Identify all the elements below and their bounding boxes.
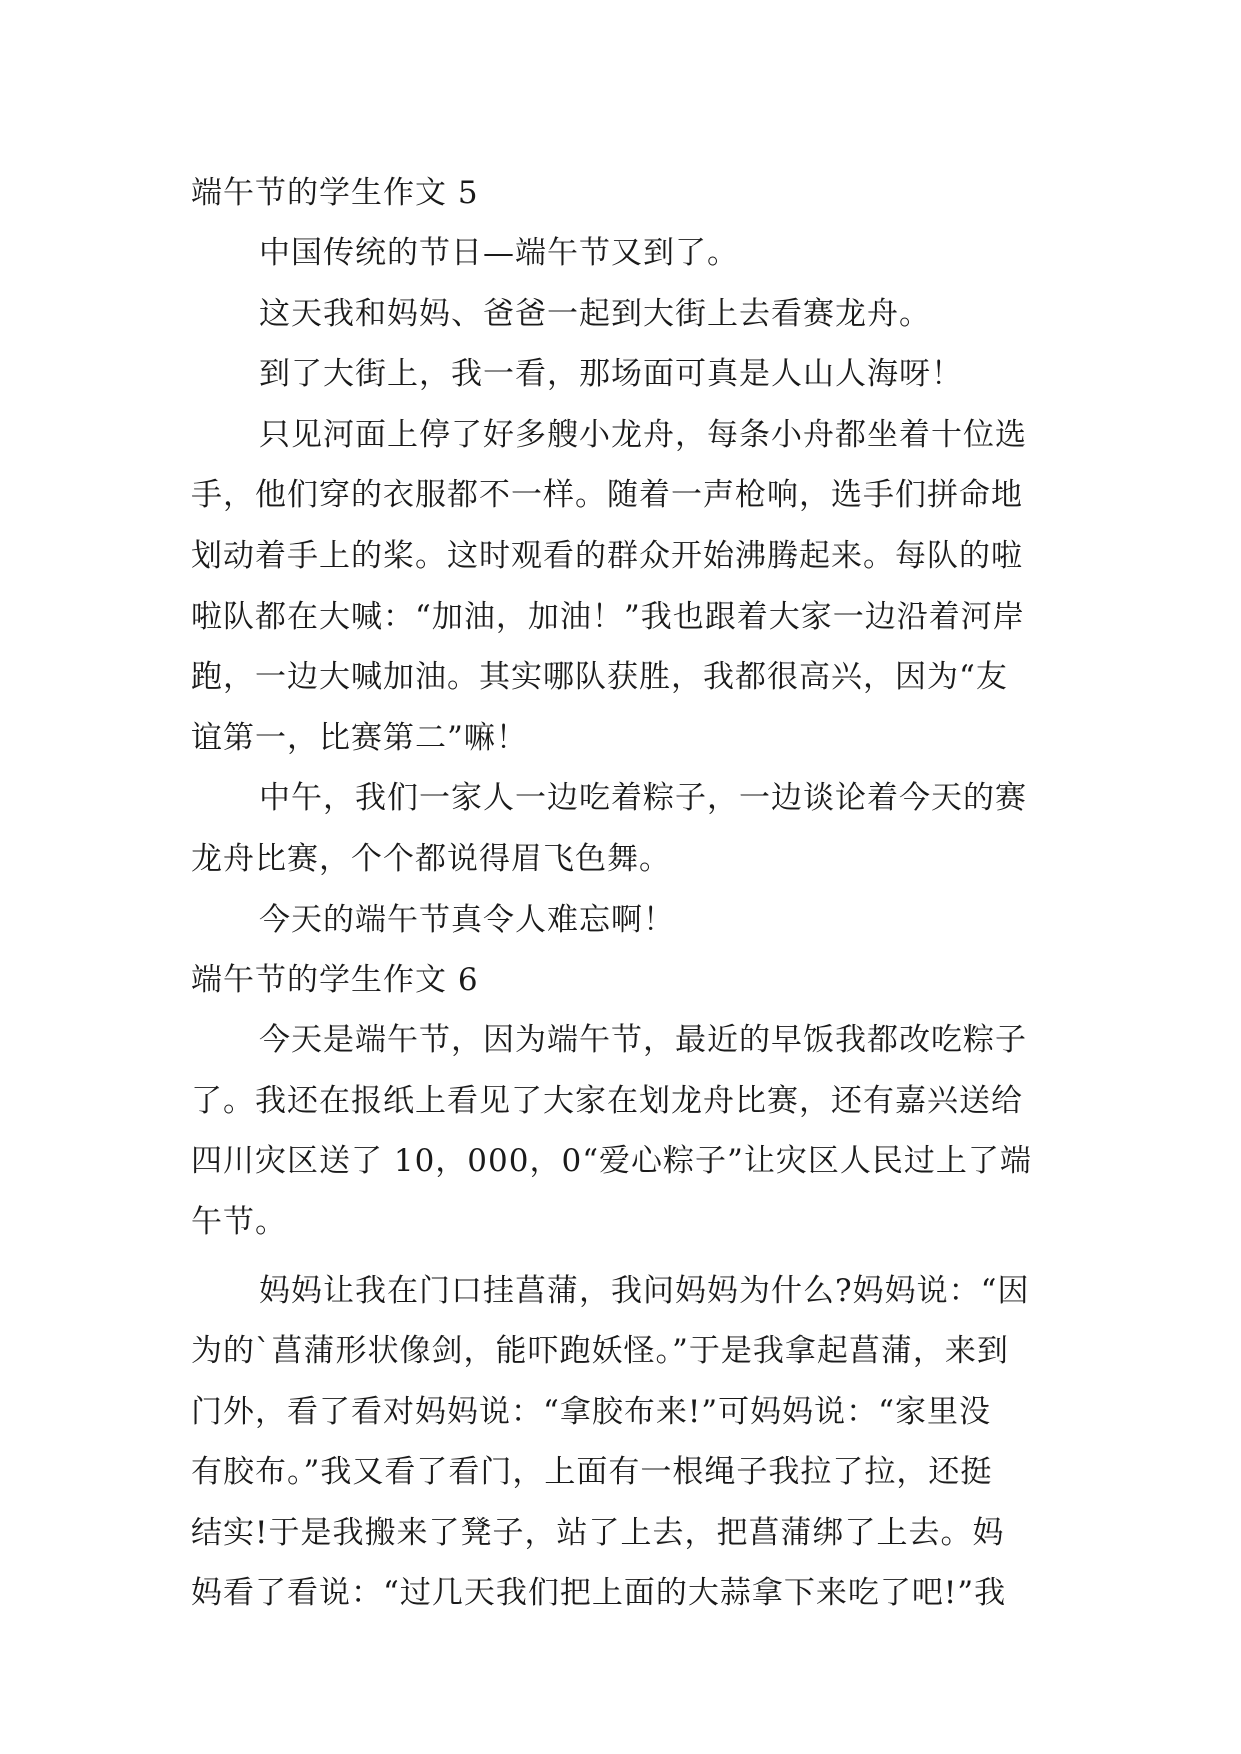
essay-5-line: 中午，我们一家人一边吃着粽子，一边谈论着今天的赛 [259,780,1027,817]
essay-5-line: 中国传统的节日—端午节又到了。 [259,235,739,271]
essay-5-line: 手，他们穿的衣服都不一样。随着一声枪响，选手们拼命地 [191,477,1023,514]
essay-5-line: 跑，一边大喊加油。其实哪队获胜，我都很高兴，因为“友 [191,659,1008,696]
document-page [191,163,1061,1624]
essay-6-line: 今天是端午节，因为端午节，最近的早饭我都改吃粽子 [259,1022,1027,1059]
essay-6-line: 四川灾区送了 10，000，0“爱心粽子”让灾区人民过上了端 [191,1143,1032,1180]
essay-6-title: 端午节的学生作文 6 [191,962,479,999]
essay-5-line: 划动着手上的桨。这时观看的群众开始沸腾起来。每队的啦 [191,537,1023,574]
essay-6-line: 妈看了看说：“过几天我们把上面的大蒜拿下来吃了吧!”我 [191,1575,1007,1612]
essay-5-line: 龙舟比赛，个个都说得眉飞色舞。 [191,840,671,877]
essay-5-line: 谊第一，比赛第二”嘛！ [191,719,528,756]
essay-5-line: 只见河面上停了好多艘小龙舟，每条小舟都坐着十位选 [259,416,1027,453]
essay-6-line: 为的`菖蒲形状像剑，能吓跑妖怪。”于是我拿起菖蒲，来到 [191,1333,1009,1370]
essay-6-line: 妈妈让我在门口挂菖蒲，我问妈妈为什么?妈妈说：“因 [259,1272,1030,1309]
essay-6-line: 午节。 [191,1203,287,1240]
essay-6-line: 门外，看了看对妈妈说：“拿胶布来!”可妈妈说：“家里没 [191,1393,991,1430]
essay-5-line: 到了大街上，我一看，那场面可真是人山人海呀！ [259,356,963,393]
essay-5-line: 今天的端午节真令人难忘啊！ [259,901,675,938]
essay-6-line: 结实!于是我搬来了凳子，站了上去，把菖蒲绑了上去。妈 [191,1514,1005,1551]
essay-5-line: 这天我和妈妈、爸爸一起到大街上去看赛龙舟。 [259,295,931,332]
essay-5-line: 啦队都在大喊：“加油，加油！”我也跟着大家一边沿着河岸 [191,598,1025,635]
essay-6-line: 有胶布。”我又看了看门，上面有一根绳子我拉了拉，还挺 [191,1454,993,1491]
essay-5-title: 端午节的学生作文 5 [191,175,479,211]
essay-6-line: 了。我还在报纸上看见了大家在划龙舟比赛，还有嘉兴送给 [191,1082,1023,1119]
